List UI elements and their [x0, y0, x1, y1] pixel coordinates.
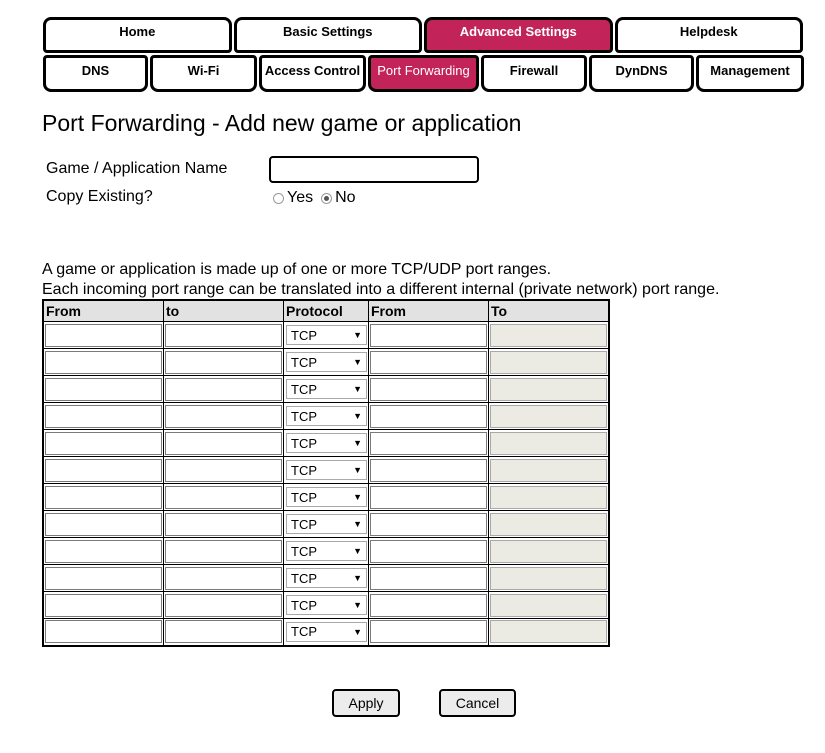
external-from-input[interactable]: [45, 513, 162, 536]
protocol-select[interactable]: [286, 352, 367, 372]
table-cell: [164, 322, 284, 349]
app-name-input[interactable]: [269, 156, 479, 183]
table-cell: [164, 511, 284, 538]
copy-yes-radio[interactable]: [273, 193, 284, 204]
table-cell: [43, 565, 164, 592]
external-to-input[interactable]: [165, 351, 282, 374]
subtab-dyndns[interactable]: DynDNS: [589, 55, 694, 92]
tab-helpdesk[interactable]: Helpdesk: [615, 17, 804, 53]
table-cell: [164, 592, 284, 619]
internal-from-input[interactable]: [370, 324, 487, 347]
table-row: [43, 484, 609, 511]
internal-to-input: [490, 486, 607, 509]
table-cell: [43, 322, 164, 349]
table-cell: [164, 538, 284, 565]
table-cell: [369, 565, 489, 592]
protocol-value: TCP: [291, 489, 317, 505]
table-row: [43, 376, 609, 403]
external-to-input[interactable]: [165, 540, 282, 563]
table-cell: [369, 511, 489, 538]
table-cell: [164, 430, 284, 457]
table-cell: [284, 349, 369, 376]
table-cell: [369, 592, 489, 619]
table-cell: [369, 457, 489, 484]
table-row: [43, 457, 609, 484]
table-cell: [43, 349, 164, 376]
external-to-input[interactable]: [165, 594, 282, 617]
chevron-down-icon: ▼: [353, 573, 362, 583]
internal-to-input: [490, 432, 607, 455]
table-cell: [284, 565, 369, 592]
table-cell: [164, 484, 284, 511]
cancel-button[interactable]: Cancel: [439, 689, 516, 717]
table-row: [43, 619, 609, 646]
protocol-select[interactable]: [286, 514, 367, 534]
header-protocol: Protocol: [284, 300, 369, 322]
protocol-select[interactable]: [286, 433, 367, 453]
table-cell: [164, 619, 284, 646]
table-cell: [369, 619, 489, 646]
table-cell: [284, 403, 369, 430]
table-cell: [489, 403, 610, 430]
tab-basic-settings[interactable]: Basic Settings: [234, 17, 423, 53]
table-row: [43, 592, 609, 619]
chevron-down-icon: ▼: [353, 546, 362, 556]
protocol-value: TCP: [291, 354, 317, 370]
internal-from-input[interactable]: [370, 378, 487, 401]
protocol-value: TCP: [291, 435, 317, 451]
internal-to-input: [490, 620, 607, 643]
table-cell: [284, 592, 369, 619]
protocol-select[interactable]: [286, 541, 367, 561]
header-internal-from: From: [369, 300, 489, 322]
table-cell: [43, 403, 164, 430]
table-cell: [164, 376, 284, 403]
external-from-input[interactable]: [45, 351, 162, 374]
external-from-input[interactable]: [45, 620, 162, 643]
protocol-select[interactable]: [286, 406, 367, 426]
chevron-down-icon: ▼: [353, 519, 362, 529]
protocol-select[interactable]: [286, 379, 367, 399]
table-cell: [284, 457, 369, 484]
table-cell: [43, 538, 164, 565]
copy-existing-label: Copy Existing?: [46, 188, 153, 205]
internal-from-input[interactable]: [370, 540, 487, 563]
internal-from-input[interactable]: [370, 513, 487, 536]
table-cell: [43, 484, 164, 511]
table-row: [43, 538, 609, 565]
table-cell: [43, 511, 164, 538]
table-cell: [284, 376, 369, 403]
external-from-input[interactable]: [45, 567, 162, 590]
internal-to-input: [490, 540, 607, 563]
chevron-down-icon: ▼: [353, 465, 362, 475]
table-cell: [43, 457, 164, 484]
description-line-2: Each incoming port range can be translated into a different internal (private network) port range.: [42, 281, 720, 298]
table-cell: [284, 538, 369, 565]
table-row: [43, 349, 609, 376]
copy-yes-option[interactable]: [273, 189, 313, 207]
external-to-input[interactable]: [165, 405, 282, 428]
external-from-input[interactable]: [45, 594, 162, 617]
protocol-value: TCP: [291, 462, 317, 478]
chevron-down-icon: ▼: [353, 411, 362, 421]
table-cell: [284, 430, 369, 457]
table-cell: [284, 484, 369, 511]
table-row: [43, 403, 609, 430]
table-cell: [489, 430, 610, 457]
table-cell: [43, 430, 164, 457]
table-cell: [489, 538, 610, 565]
protocol-value: TCP: [291, 327, 317, 343]
external-from-input[interactable]: [45, 540, 162, 563]
internal-to-input: [490, 405, 607, 428]
chevron-down-icon: ▼: [353, 384, 362, 394]
chevron-down-icon: ▼: [353, 330, 362, 340]
app-name-label: Game / Application Name: [46, 160, 228, 177]
page-title: Port Forwarding - Add new game or application: [42, 110, 522, 136]
protocol-value: TCP: [291, 570, 317, 586]
subtab-firewall[interactable]: Firewall: [481, 55, 587, 92]
internal-from-input[interactable]: [370, 432, 487, 455]
chevron-down-icon: ▼: [353, 492, 362, 502]
external-from-input[interactable]: [45, 378, 162, 401]
internal-to-input: [490, 324, 607, 347]
table-cell: [489, 484, 610, 511]
external-from-input[interactable]: [45, 459, 162, 482]
table-cell: [369, 403, 489, 430]
copy-no-label: No: [335, 189, 356, 206]
protocol-value: TCP: [291, 543, 317, 559]
internal-to-input: [490, 351, 607, 374]
internal-to-input: [490, 513, 607, 536]
table-cell: [369, 349, 489, 376]
internal-to-input: [490, 378, 607, 401]
internal-to-input: [490, 459, 607, 482]
header-external-from: From: [43, 300, 164, 322]
internal-to-input: [490, 567, 607, 590]
table-cell: [489, 457, 610, 484]
table-cell: [489, 565, 610, 592]
subtab-management[interactable]: Management: [696, 55, 804, 92]
protocol-select[interactable]: [286, 487, 367, 507]
table-cell: [43, 376, 164, 403]
port-range-table: [42, 299, 610, 647]
table-cell: [489, 376, 610, 403]
main-nav: [43, 17, 803, 53]
sub-nav: [43, 55, 806, 92]
copy-existing-radio-group: [273, 189, 364, 207]
chevron-down-icon: ▼: [353, 357, 362, 367]
protocol-value: TCP: [291, 381, 317, 397]
table-cell: [43, 619, 164, 646]
table-cell: [489, 349, 610, 376]
protocol-value: TCP: [291, 624, 317, 640]
header-internal-to: To: [489, 300, 610, 322]
copy-no-radio[interactable]: [321, 193, 332, 204]
external-from-input[interactable]: [45, 432, 162, 455]
table-row: [43, 511, 609, 538]
table-row: [43, 430, 609, 457]
table-cell: [284, 619, 369, 646]
table-cell: [489, 592, 610, 619]
table-cell: [369, 430, 489, 457]
internal-from-input[interactable]: [370, 567, 487, 590]
subtab-access-control[interactable]: Access Control: [259, 55, 366, 92]
internal-from-input[interactable]: [370, 594, 487, 617]
external-from-input[interactable]: [45, 324, 162, 347]
tab-advanced-settings[interactable]: Advanced Settings: [424, 17, 613, 53]
external-to-input[interactable]: [165, 459, 282, 482]
internal-from-input[interactable]: [370, 486, 487, 509]
table-row: [43, 565, 609, 592]
table-header-row: [43, 300, 609, 322]
protocol-value: TCP: [291, 597, 317, 613]
table-cell: [489, 511, 610, 538]
protocol-select[interactable]: [286, 325, 367, 345]
copy-yes-label: Yes: [287, 189, 314, 206]
subtab-wifi[interactable]: Wi-Fi: [150, 55, 257, 92]
external-to-input[interactable]: [165, 620, 282, 643]
table-cell: [369, 484, 489, 511]
subtab-port-forwarding[interactable]: Port Forwarding: [368, 55, 479, 92]
external-to-input[interactable]: [165, 567, 282, 590]
table-cell: [164, 403, 284, 430]
table-cell: [284, 511, 369, 538]
external-to-input[interactable]: [165, 486, 282, 509]
protocol-value: TCP: [291, 408, 317, 424]
table-cell: [164, 349, 284, 376]
internal-from-input[interactable]: [370, 405, 487, 428]
table-cell: [284, 322, 369, 349]
external-from-input[interactable]: [45, 405, 162, 428]
protocol-select[interactable]: [286, 595, 367, 615]
chevron-down-icon: ▼: [353, 438, 362, 448]
external-to-input[interactable]: [165, 432, 282, 455]
table-cell: [164, 457, 284, 484]
external-from-input[interactable]: [45, 486, 162, 509]
protocol-select[interactable]: [286, 622, 367, 642]
header-external-to: to: [164, 300, 284, 322]
description-line-1: A game or application is made up of one or more TCP/UDP port ranges.: [42, 261, 552, 278]
subtab-dns[interactable]: DNS: [43, 55, 148, 92]
table-cell: [489, 619, 610, 646]
external-to-input[interactable]: [165, 513, 282, 536]
protocol-select[interactable]: [286, 460, 367, 480]
protocol-value: TCP: [291, 516, 317, 532]
protocol-select[interactable]: [286, 568, 367, 588]
internal-to-input: [490, 594, 607, 617]
table-cell: [369, 322, 489, 349]
chevron-down-icon: ▼: [353, 626, 362, 637]
tab-home[interactable]: Home: [43, 17, 232, 53]
table-cell: [369, 376, 489, 403]
external-to-input[interactable]: [165, 324, 282, 347]
external-to-input[interactable]: [165, 378, 282, 401]
chevron-down-icon: ▼: [353, 600, 362, 610]
internal-from-input[interactable]: [370, 351, 487, 374]
table-cell: [164, 565, 284, 592]
table-cell: [43, 592, 164, 619]
internal-from-input[interactable]: [370, 459, 487, 482]
table-cell: [489, 322, 610, 349]
apply-button[interactable]: Apply: [332, 689, 400, 717]
description: [42, 260, 719, 300]
copy-no-option[interactable]: [321, 189, 355, 207]
table-cell: [369, 538, 489, 565]
table-row: [43, 322, 609, 349]
internal-from-input[interactable]: [370, 620, 487, 643]
